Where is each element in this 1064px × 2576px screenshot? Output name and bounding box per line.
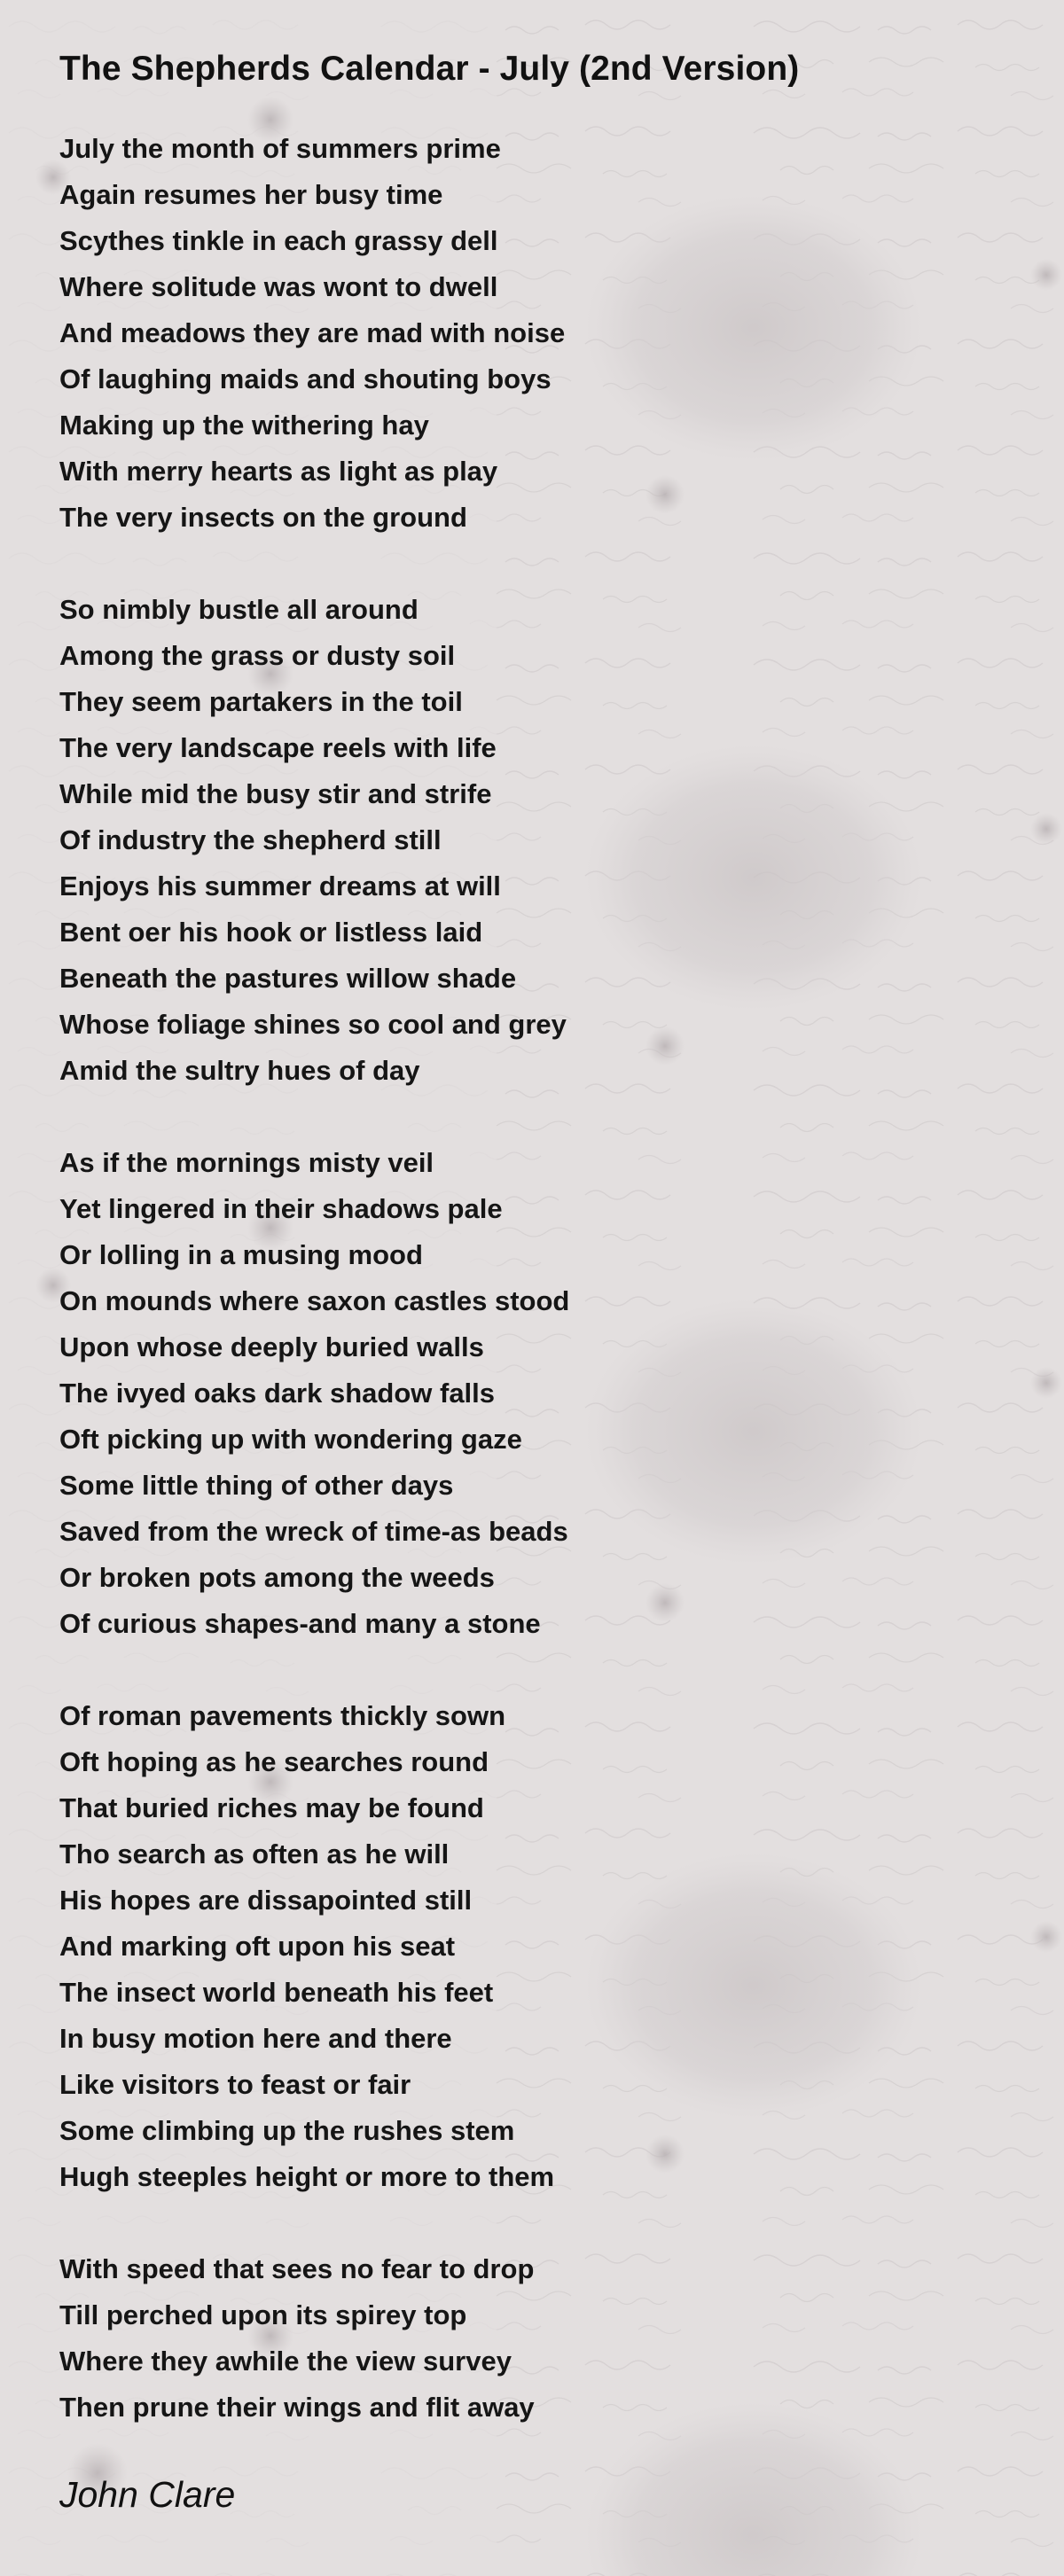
poem-line: Like visitors to feast or fair (59, 2069, 411, 2100)
poem-stanza (59, 1693, 1017, 2200)
poem-line: Yet lingered in their shadows pale (59, 1193, 503, 1224)
poem-line: Of roman pavements thickly sown (59, 1700, 506, 1731)
poem-line: Till perched upon its spirey top (59, 2299, 467, 2330)
poem-line: Oft hoping as he searches round (59, 1746, 489, 1777)
poem-line: That buried riches may be found (59, 1792, 484, 1823)
poem-line: Then prune their wings and flit away (59, 2392, 535, 2423)
poem-line: Making up the withering hay (59, 410, 429, 441)
poem-line: And meadows they are mad with noise (59, 317, 566, 348)
poem-line: Tho search as often as he will (59, 1838, 450, 1870)
poem-line: In busy motion here and there (59, 2023, 452, 2054)
poem-line: As if the mornings misty veil (59, 1147, 434, 1178)
poem-line: July the month of summers prime (59, 133, 501, 164)
poem-line: With merry hearts as light as play (59, 456, 498, 487)
poem-line: Again resumes her busy time (59, 179, 443, 210)
poem-line: Some little thing of other days (59, 1470, 454, 1501)
poem-line: The very landscape reels with life (59, 732, 497, 763)
poem-line: Of curious shapes-and many a stone (59, 1608, 541, 1639)
poem-line: Beneath the pastures willow shade (59, 963, 517, 994)
poem-line: They seem partakers in the toil (59, 686, 463, 717)
poem-line: The insect world beneath his feet (59, 1977, 494, 2008)
poem-line: His hopes are dissapointed still (59, 1885, 473, 1916)
poem-line: Whose foliage shines so cool and grey (59, 1009, 567, 1040)
poem-line: Hugh steeples height or more to them (59, 2161, 555, 2192)
poem-line: Bent oer his hook or listless laid (59, 917, 483, 948)
poem-author: John Clare (59, 2474, 236, 2515)
poem-line: Amid the sultry hues of day (59, 1055, 420, 1086)
poem-line: With speed that sees no fear to drop (59, 2253, 535, 2284)
poem-stanza (59, 2246, 1017, 2431)
poem-line: Or broken pots among the weeds (59, 1562, 495, 1593)
poem-line: Or lolling in a musing mood (59, 1239, 423, 1270)
poem-line: Where they awhile the view survey (59, 2346, 512, 2377)
poem-container (59, 44, 1017, 2517)
poem-line: Oft picking up with wondering gaze (59, 1424, 522, 1455)
poem-line: The ivyed oaks dark shadow falls (59, 1378, 496, 1409)
poem-line: Saved from the wreck of time-as beads (59, 1516, 568, 1547)
poem-line: Of laughing maids and shouting boys (59, 363, 552, 394)
poem-line: Among the grass or dusty soil (59, 640, 456, 671)
poem-line: Of industry the shepherd still (59, 824, 442, 855)
poem-line: So nimbly bustle all around (59, 594, 419, 625)
poem-line: The very insects on the ground (59, 502, 467, 533)
poem-line: On mounds where saxon castles stood (59, 1285, 570, 1316)
poem-body (59, 126, 1017, 2431)
poem-line: And marking oft upon his seat (59, 1931, 456, 1962)
poem-line: Upon whose deeply buried walls (59, 1331, 484, 1362)
poem-stanza (59, 587, 1017, 1094)
poem-stanza (59, 1140, 1017, 1647)
poem-title: The Shepherds Calendar - July (2nd Version) (59, 50, 800, 88)
poem-line: Where solitude was wont to dwell (59, 271, 498, 302)
poem-line: Scythes tinkle in each grassy dell (59, 225, 498, 256)
poem-line: Enjoys his summer dreams at will (59, 870, 501, 902)
poem-line: While mid the busy stir and strife (59, 778, 492, 809)
poem-line: Some climbing up the rushes stem (59, 2115, 515, 2146)
poem-stanza (59, 126, 1017, 541)
